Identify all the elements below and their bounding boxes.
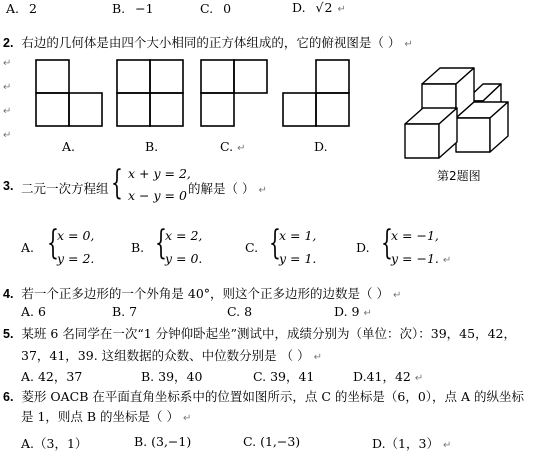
top-option-c	[200, 1, 231, 16]
left-brace: {	[381, 223, 393, 263]
choice-label: B.	[145, 139, 159, 154]
paragraph-mark-icon: ↵	[442, 255, 452, 266]
option-c-eq1: x = 1,	[279, 228, 317, 243]
top-option-d	[292, 0, 346, 15]
option-c: C. 8	[227, 304, 253, 319]
question-4	[3, 284, 401, 302]
paragraph-mark-icon: ↵	[363, 308, 372, 319]
option-b: B. 39，40	[141, 369, 203, 384]
option-c: C. (1,−3)	[243, 434, 301, 449]
question-number: 2.	[3, 36, 14, 50]
paragraph-mark-icon: ↵	[3, 58, 12, 69]
option-d-wrap	[372, 434, 451, 452]
choice-label-text: C.	[220, 139, 234, 154]
top-view-choice-d	[283, 60, 353, 130]
option-a: A. 42，37	[21, 369, 83, 384]
question-text: 菱形 OACB 在平面直角坐标系中的位置如图所示，点 C 的坐标是（6，0），点 A 的纵坐标	[21, 389, 525, 404]
option-b: B. 7	[112, 304, 138, 319]
question-5-line-2	[21, 346, 322, 364]
option-d-wrap	[334, 304, 372, 319]
system-equation-2: x − y = 0	[128, 188, 187, 203]
paragraph-mark-icon: ↵	[414, 373, 424, 384]
question-3-text-before: 二元一次方程组	[21, 181, 109, 196]
top-option-a	[6, 1, 37, 16]
question-text: 某班 6 名同学在一次“1 分钟仰卧起坐”测试中，成绩分别为（单位：次）：39，45，42，	[21, 326, 516, 341]
option-value: 2	[29, 1, 37, 16]
paragraph-mark-icon: ↵	[258, 185, 267, 196]
paragraph-mark-icon: ↵	[442, 440, 452, 451]
paragraph-mark-icon: ↵	[183, 413, 192, 424]
question-text: 37，41，39. 这组数据的众数、中位数分别是 （ ）	[21, 348, 310, 363]
top-view-choice-b	[117, 60, 187, 130]
sqrt-expression: √2	[315, 0, 333, 15]
question-number: 5.	[3, 327, 14, 341]
left-brace: {	[47, 223, 59, 263]
question-number: 4.	[3, 287, 14, 301]
choice-label: A.	[62, 139, 76, 154]
paragraph-mark-icon: ↵	[3, 130, 12, 141]
option-letter: B.	[112, 1, 126, 16]
paragraph-mark-icon: ↵	[393, 290, 402, 301]
system-equation-1: x + y = 2,	[128, 166, 191, 181]
option-d-eq2-wrap	[391, 251, 451, 266]
cube-figure	[402, 68, 532, 178]
option-a-eq1: x = 0,	[57, 228, 95, 243]
paragraph-mark-icon: ↵	[3, 82, 12, 93]
option-letter: B.	[131, 240, 145, 255]
option-letter: D.	[292, 0, 306, 15]
question-3-text-after	[188, 179, 267, 197]
question-text: 的解是（ ）	[188, 181, 255, 196]
option-b-eq2: y = 0.	[165, 251, 203, 266]
option-d: D. 9	[334, 304, 360, 319]
option-c-eq2: y = 1.	[279, 251, 317, 266]
question-5-line-1	[3, 324, 516, 342]
option-letter: D.	[356, 240, 370, 255]
paragraph-mark-icon: ↵	[313, 352, 322, 363]
option-b: B. (3,−1)	[134, 434, 192, 449]
left-brace: {	[111, 163, 123, 203]
option-letter: A.	[21, 240, 35, 255]
paragraph-mark-icon: ↵	[3, 106, 12, 117]
option-value: 0	[223, 1, 232, 16]
option-letter: A.	[6, 1, 20, 16]
paragraph-mark-icon: ↵	[237, 143, 246, 154]
question-text: 若一个正多边形的一个外角是 40°，则这个正多边形的边数是（ ）	[21, 286, 390, 301]
option-letter: C.	[245, 240, 259, 255]
option-d-eq1: x = −1,	[391, 228, 439, 243]
option-d-eq2: y = −1.	[391, 251, 439, 266]
option-a-eq2: y = 2.	[57, 251, 95, 266]
choice-label: D.	[314, 139, 328, 154]
option-b-eq1: x = 2,	[165, 228, 203, 243]
question-3-number: 3.	[3, 179, 14, 193]
option-c: C. 39，41	[253, 369, 315, 384]
option-d: D.（1，3）	[372, 436, 439, 451]
left-brace: {	[155, 223, 167, 263]
question-6-line-1	[3, 387, 524, 405]
option-d-wrap	[353, 367, 423, 385]
top-view-choice-c	[201, 60, 271, 130]
option-d: D.41，42	[353, 369, 411, 384]
question-text: 是 1，则点 B 的坐标是（ ）	[21, 409, 180, 424]
question-text: 右边的几何体是由四个大小相同的正方体组成的，它的俯视图是（ ）	[21, 35, 401, 50]
left-brace: {	[269, 223, 281, 263]
question-number: 6.	[3, 390, 14, 404]
option-value: −1	[135, 1, 154, 16]
radicand: 2	[324, 0, 333, 15]
top-view-choice-a	[36, 60, 106, 130]
paragraph-mark-icon: ↵	[404, 39, 413, 50]
question-2	[3, 33, 413, 51]
question-6-line-2	[21, 407, 191, 425]
option-a: A.（3，1）	[21, 436, 88, 451]
figure-caption: 第2题图	[437, 169, 481, 183]
paragraph-mark-icon: ↵	[337, 4, 346, 15]
choice-label	[220, 139, 245, 154]
option-letter: C.	[200, 1, 214, 16]
top-option-b	[112, 1, 154, 16]
option-a: A. 6	[21, 304, 46, 319]
